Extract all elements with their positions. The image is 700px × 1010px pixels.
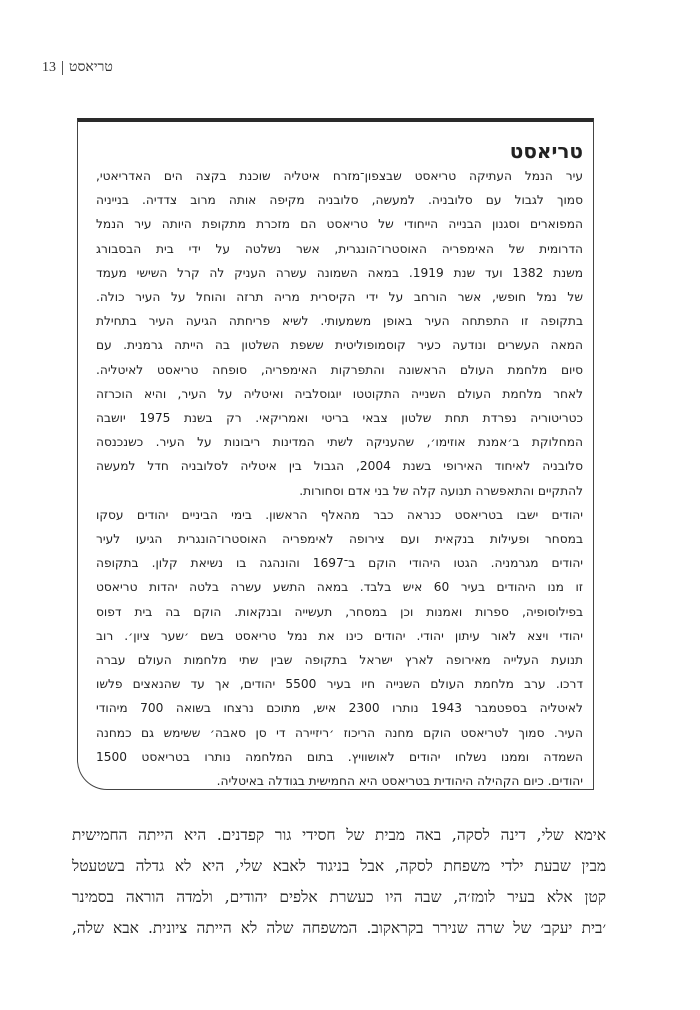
text-line: סיום מלחמת העולם הראשונה והתפרקות האימפריה, סופחה טריאסט לאיטליה. [96,362,583,377]
text-line: במסחר ופעילות בנקאית ועם צירופה לאימפריה האוסטרו־הונגרית הגיעו לעיר [96,532,583,547]
text-line: משנת 1382 ועד שנת 1919. במאה השמונה עשרה העניק לה קרל השישי מעמד [96,265,583,280]
text-line: ׳בית יעקב׳ של שרה שנירר בקראקוב. המשפחה שלה לא הייתה ציונית. אבא שלה, [72,919,606,937]
text-line: דרכו. ערב מלחמת העולם השנייה חיו בעיר 5500 יהודים, אך עד שהנאצים פלשו [96,677,584,692]
text-line: המאה העשרים ונודעה כעיר קוסמופוליטית ששפת השלטון בה הייתה גרמנית. עם [96,338,583,353]
text-line: המפוארים וסגנון הבנייה הייחודי של טריאסט הם מזכרת מתקופת היותה עיר הנמל [96,217,583,232]
sidebar-paragraph-2 [96,503,583,793]
text-line: בתקופה זו התפתחה העיר באופן משמעותי. לשיא פריחתה הגיעה העיר בתחילת [96,314,583,329]
running-head-divider [62,61,63,75]
text-line: יהודים מגרמניה. הגטו היהודי הוקם ב־1697 והונהגה בו נשיאת קלון. בתקופה [96,556,584,571]
text-line: יהודי ויצא לאור עיתון יהודי. יהודים כינו את נמל טריאסט בשם ׳שער ציון׳. רוב [96,628,583,643]
page-number: 13 [42,60,56,75]
text-line: יהודים. כיום הקהילה היהודית בטריאסט היא החמישית בגודלה באיטליה. [216,774,583,789]
text-line: לאיטליה בספטמבר 1943 נותרו 2300 איש, מתוכם נרצחו בשואה 700 מיהודי [96,701,583,716]
text-line: הדרומית של האימפריה האוסטרו־הונגרית, אשר נשלטה על ידי בית הבסבורג [96,241,583,256]
running-head [42,60,113,76]
text-line: סמוך לגבול עם סלובניה. למעשה, סלובניה מקיפה אותה מרוב צדדיה. בנייניה [96,193,583,208]
text-line: כטריטוריה נפרדת תחת שלטון צבאי בריטי ואמריקאי. רק בשנת 1975 יושבה [96,411,583,426]
text-line: זו מנו היהודים בעיר 60 איש בלבד. במאה התשע עשרה בלטה יהדות טריאסט [96,580,583,595]
text-line: העיר. סמוך לטריאסט הוקם מחנה הריכוז ׳ריזיירה די סן סאבה׳ ששימש גם כמחנה [96,725,583,740]
text-line: עיר הנמל העתיקה טריאסט שבצפון־מזרח איטליה שוכנת בקצה הים האדריאטי, [96,169,583,183]
text-line: לאחר מלחמת העולם השנייה התקוטטו יוגוסלביה ואיטליה על העיר, והיא הוכרזה [96,386,583,401]
sidebar-paragraph-1 [96,164,583,503]
text-line: תנועת העלייה מאירופה לארץ ישראל בתקופה שבין שתי מלחמות העולם עברה [96,653,583,668]
text-line: אימא שלי, דינה לסקה, באה מבית של חסידי גור קפדנים. היא הייתה החמישית [72,826,606,844]
sidebar-box-title: טריאסט [509,139,583,163]
text-line: מבין שבעת ילדי משפחת לסקה, אבל בניגוד לאבא שלי, היא לא גדלה בשטעטל [72,857,606,875]
text-line: יהודים ישבו בטריאסט כנראה כבר מהאלף הראשון. בימי הביניים יהודים עסקו [96,507,583,522]
text-line: של נמל חופשי, אשר הורחב על ידי הקיסרית מריה תרזה והוחל על העיר כולה. [96,290,583,305]
text-line: קטן אלא בעיר לומז׳ה, שבה היו כעשרת אלפים יהודים, ולמדה הוראה בסמינר [72,888,606,906]
main-body-paragraph [72,820,606,944]
text-line: המחלוקת ב׳אמנת אוזימו׳, שהעניקה לשתי המדינות ריבונות על העיר. כשנכנסה [96,435,583,450]
text-line: סלובניה לאיחוד האירופי בשנת 2004, הגבול בין איטליה לסלובניה חדל למעשה [96,459,583,474]
sidebar-box [77,118,594,790]
running-head-title: טריאסט [69,60,113,75]
text-line: להתקיים והתאפשרה תנועה קלה של בני אדם וסחורות. [299,483,583,498]
text-line: בפילוסופיה, ספרות ואמנות וכן במסחר, תעשייה ובנקאות. הוקם בה בית דפוס [96,604,583,619]
text-line: השמדה וממנו נשלחו יהודים לאושוויץ. בתום המלחמה נותרו בטריאסט 1500 [96,749,583,764]
